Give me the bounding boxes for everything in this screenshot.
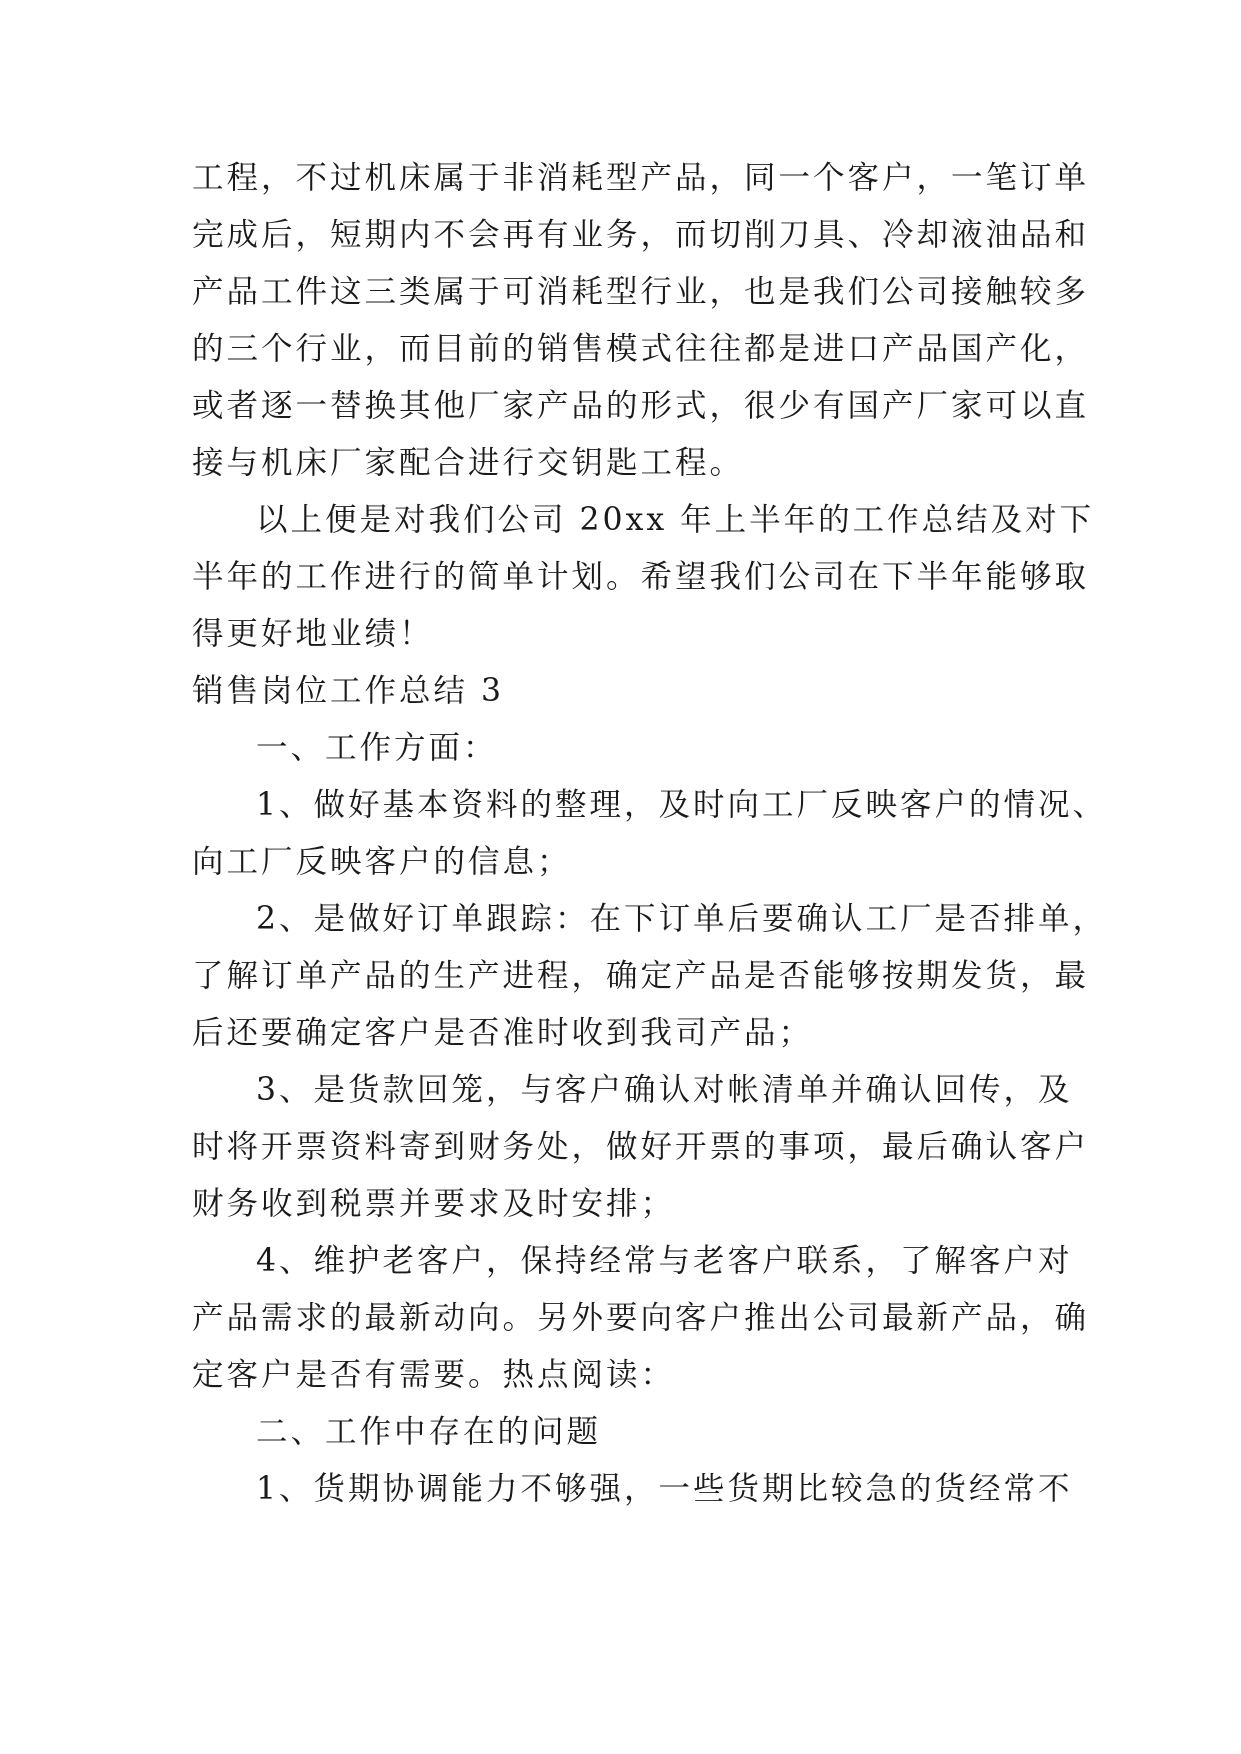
- text-line: 向工厂反映客户的信息；: [192, 844, 572, 880]
- list-item-start: 1、货期协调能力不够强，一些货期比较急的货经常不: [256, 1471, 1073, 1507]
- text-line: 后还要确定客户是否准时收到我司产品；: [192, 1015, 814, 1051]
- list-item-start: 3、是货款回笼，与客户确认对帐清单并确认回传，及: [256, 1072, 1073, 1108]
- list-item-start: 4、维护老客户，保持经常与老客户联系，了解客户对: [256, 1243, 1073, 1279]
- text-line: 了解订单产品的生产进程，确定产品是否能够按期发货，最: [192, 958, 1090, 994]
- text-line: 财务收到税票并要求及时安排；: [192, 1186, 676, 1222]
- list-item-start: 2、是做好订单跟踪：在下订单后要确认工厂是否排单，: [256, 901, 1108, 937]
- text-line: 的三个行业，而目前的销售模式往往都是进口产品国产化，: [192, 331, 1090, 367]
- text-line: 定客户是否有需要。热点阅读：: [192, 1357, 676, 1393]
- text-line: 半年的工作进行的简单计划。希望我们公司在下半年能够取: [192, 559, 1090, 595]
- text-line: 工程，不过机床属于非消耗型产品，同一个客户，一笔订单: [192, 160, 1090, 196]
- subheading: 一、工作方面：: [256, 730, 498, 766]
- text-line: 得更好地业绩！: [192, 616, 434, 652]
- section-heading: 销售岗位工作总结 3: [192, 673, 505, 709]
- text-line: 接与机床厂家配合进行交钥匙工程。: [192, 445, 745, 481]
- text-line: 产品需求的最新动向。另外要向客户推出公司最新产品，确: [192, 1300, 1090, 1336]
- paragraph-start: 以上便是对我们公司 20xx 年上半年的工作总结及对下: [256, 502, 1095, 538]
- text-line: 产品工件这三类属于可消耗型行业，也是我们公司接触较多: [192, 274, 1090, 310]
- text-line: 时将开票资料寄到财务处，做好开票的事项，最后确认客户: [192, 1129, 1090, 1165]
- list-item-start: 1、做好基本资料的整理，及时向工厂反映客户的情况、: [256, 787, 1108, 823]
- subheading: 二、工作中存在的问题: [256, 1414, 602, 1450]
- text-line: 或者逐一替换其他厂家产品的形式，很少有国产厂家可以直: [192, 388, 1090, 424]
- text-line: 完成后，短期内不会再有业务，而切削刀具、冷却液油品和: [192, 217, 1090, 253]
